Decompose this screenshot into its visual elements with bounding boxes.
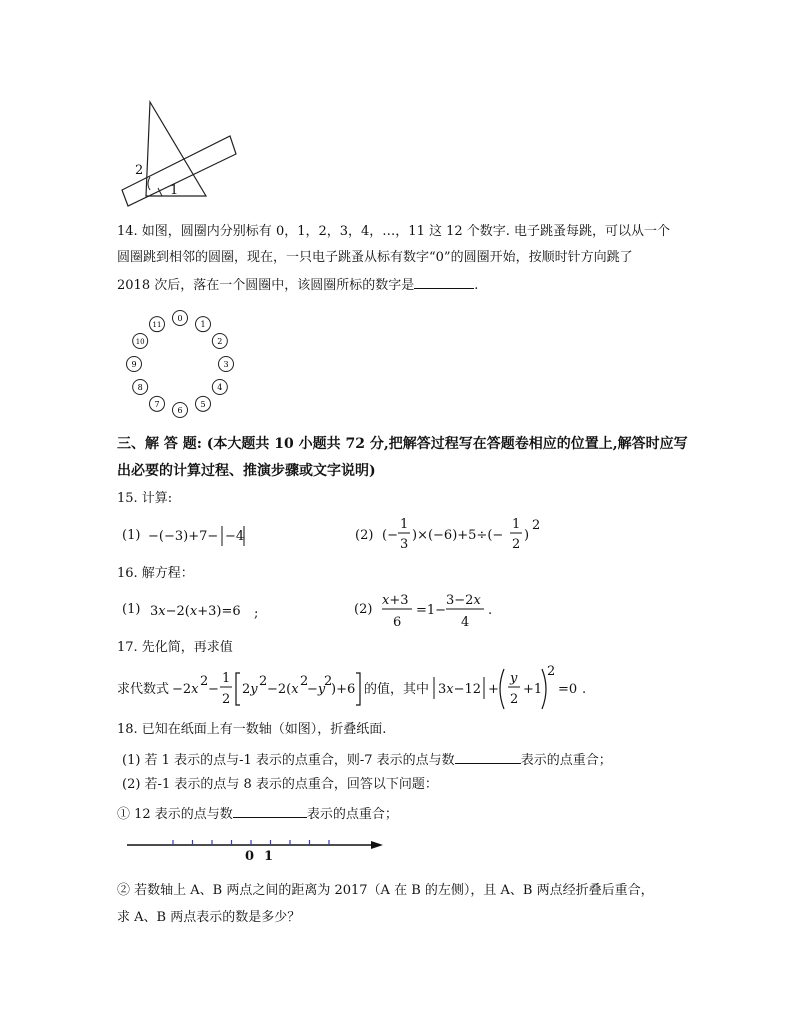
q17-condition bbox=[432, 665, 592, 715]
svg-text:)×(−6)+5÷(−: )×(−6)+5÷(− bbox=[412, 528, 504, 543]
svg-text:−: − bbox=[208, 682, 219, 697]
number-circle-label: 1 bbox=[200, 320, 206, 330]
q15-part2-label: (2) bbox=[355, 528, 374, 543]
svg-text:−(−3)+7−: −(−3)+7− bbox=[148, 529, 219, 544]
svg-text:=0: =0 bbox=[558, 682, 578, 697]
q18-circle1-text: ① 12 表示的点与数 bbox=[117, 807, 233, 822]
svg-text:−4: −4 bbox=[225, 529, 245, 544]
q14-line3-text: 2018 次后，落在一个圆圈中，该圆圈所标的数字是 bbox=[117, 278, 415, 293]
svg-text:;: ; bbox=[254, 606, 259, 621]
q17-mid: 的值，其中 bbox=[364, 682, 430, 697]
svg-text:.: . bbox=[488, 603, 493, 618]
svg-text:(−: (− bbox=[382, 528, 398, 543]
q16-part1-equation bbox=[150, 595, 290, 625]
q17-intro: 求代数式 bbox=[117, 682, 170, 697]
section3-heading-line1: 三、解 答 题: (本大题共 10 小题共 72 分,把解答过程写在答题卷相应的位置上,解答时应写 bbox=[117, 436, 688, 452]
svg-text:2: 2 bbox=[259, 674, 268, 689]
svg-text:2: 2 bbox=[300, 674, 309, 689]
angle-1-label: 1 bbox=[170, 183, 179, 198]
svg-text:2: 2 bbox=[222, 692, 231, 707]
q18-sub1-text: (1) 若 1 表示的点与-1 表示的点重合，则-7 表示的点与数 bbox=[122, 753, 455, 768]
q14-line2: 圆圈跳到相邻的圆圈，现在，一只电子跳蚤从标有数字“0”的圆圈开始，按顺时针方向跳了 bbox=[117, 250, 633, 265]
number-circle-figure bbox=[122, 310, 242, 420]
svg-text:3x−12: 3x−12 bbox=[438, 682, 482, 697]
q16-part2-label: (2) bbox=[354, 602, 373, 617]
svg-text:2: 2 bbox=[512, 537, 521, 552]
q16-title: 16. 解方程： bbox=[117, 566, 194, 581]
svg-text:2: 2 bbox=[200, 674, 209, 689]
svg-text:)+6: )+6 bbox=[331, 682, 356, 697]
q17-end: . bbox=[582, 682, 587, 697]
axis-label-0: 0 bbox=[245, 849, 255, 864]
q18-title: 18. 已知在纸面上有一数轴（如图），折叠纸面. bbox=[117, 722, 387, 737]
axis-label-1: 1 bbox=[264, 849, 274, 864]
svg-text:+1: +1 bbox=[523, 682, 543, 697]
q15-part1-expression bbox=[148, 520, 288, 550]
number-line-figure bbox=[127, 835, 387, 865]
number-circle-label: 3 bbox=[223, 360, 229, 369]
q16-part2-equation bbox=[382, 588, 512, 636]
number-circle-label: 5 bbox=[200, 399, 206, 409]
q17-title: 17. 先化简，再求值 bbox=[117, 640, 233, 655]
svg-text:−2x: −2x bbox=[172, 682, 199, 697]
q14-line3 bbox=[117, 276, 478, 294]
triangle-ruler-figure bbox=[118, 98, 238, 208]
svg-text:2: 2 bbox=[532, 518, 541, 533]
q18-circle1 bbox=[117, 805, 398, 823]
number-circle-label: 9 bbox=[131, 360, 137, 369]
number-circle-label: 2 bbox=[217, 337, 223, 346]
svg-text:x+3: x+3 bbox=[382, 593, 409, 608]
svg-text:3: 3 bbox=[400, 537, 409, 552]
svg-text:3−2x: 3−2x bbox=[446, 593, 481, 608]
section3-heading-line2: 出必要的计算过程、推演步骤或文字说明) bbox=[117, 463, 376, 479]
svg-text:2: 2 bbox=[510, 692, 519, 707]
q18-circle2-line1: ② 若数轴上 A、B 两点之间的距离为 2017（A 在 B 的左侧），且 A、B 两点经折叠后重合， bbox=[117, 883, 654, 898]
svg-text:+: + bbox=[488, 682, 499, 697]
svg-text:1: 1 bbox=[512, 517, 521, 532]
number-circle-label: 10 bbox=[135, 338, 145, 346]
q15-part1-label: (1) bbox=[122, 528, 141, 543]
svg-text:2: 2 bbox=[547, 664, 556, 679]
angle-2-label: 2 bbox=[135, 163, 144, 178]
q16-part1-label: (1) bbox=[122, 602, 141, 617]
svg-text:−2(x: −2(x bbox=[267, 682, 299, 697]
number-circle-label: 6 bbox=[177, 406, 183, 415]
svg-text:2: 2 bbox=[324, 674, 333, 689]
svg-text:): ) bbox=[524, 528, 530, 543]
number-circle-label: 0 bbox=[177, 314, 183, 323]
q14-line3-end: . bbox=[474, 278, 479, 293]
q18-sub1-end: 表示的点重合； bbox=[520, 753, 612, 768]
q14-answer-blank[interactable] bbox=[414, 276, 474, 289]
q15-part2-expression bbox=[382, 512, 552, 560]
q18-circle1-end: 表示的点重合； bbox=[306, 807, 398, 822]
number-circle-label: 7 bbox=[154, 399, 160, 409]
svg-text:1: 1 bbox=[222, 671, 231, 686]
svg-text:1: 1 bbox=[400, 517, 409, 532]
svg-text:3x−2(x+3)=6: 3x−2(x+3)=6 bbox=[150, 604, 241, 619]
q18-sub1 bbox=[122, 751, 612, 769]
q15-title: 15. 计算: bbox=[117, 491, 173, 506]
svg-text:4: 4 bbox=[461, 615, 470, 630]
number-circle-label: 11 bbox=[152, 321, 162, 330]
svg-text:−y: −y bbox=[307, 682, 326, 697]
number-circle-label: 8 bbox=[137, 383, 143, 392]
svg-text:y: y bbox=[510, 671, 518, 686]
q18-circle1-blank[interactable] bbox=[233, 805, 307, 818]
svg-text:6: 6 bbox=[393, 615, 402, 630]
q18-sub1-blank[interactable] bbox=[455, 751, 521, 764]
svg-text:=1−: =1− bbox=[416, 603, 447, 618]
q18-circle2-line2: 求 A、B 两点表示的数是多少？ bbox=[117, 910, 301, 925]
number-circle-label: 4 bbox=[217, 383, 223, 392]
q14-line1: 14. 如图，圆圈内分别标有 0，1，2，3，4，…，11 这 12 个数字. 电子跳蚤每跳，可以从一个 bbox=[117, 224, 671, 239]
q18-sub2: (2) 若-1 表示的点与 8 表示的点重合，回答以下问题： bbox=[122, 777, 438, 792]
svg-text:2y: 2y bbox=[242, 682, 258, 697]
